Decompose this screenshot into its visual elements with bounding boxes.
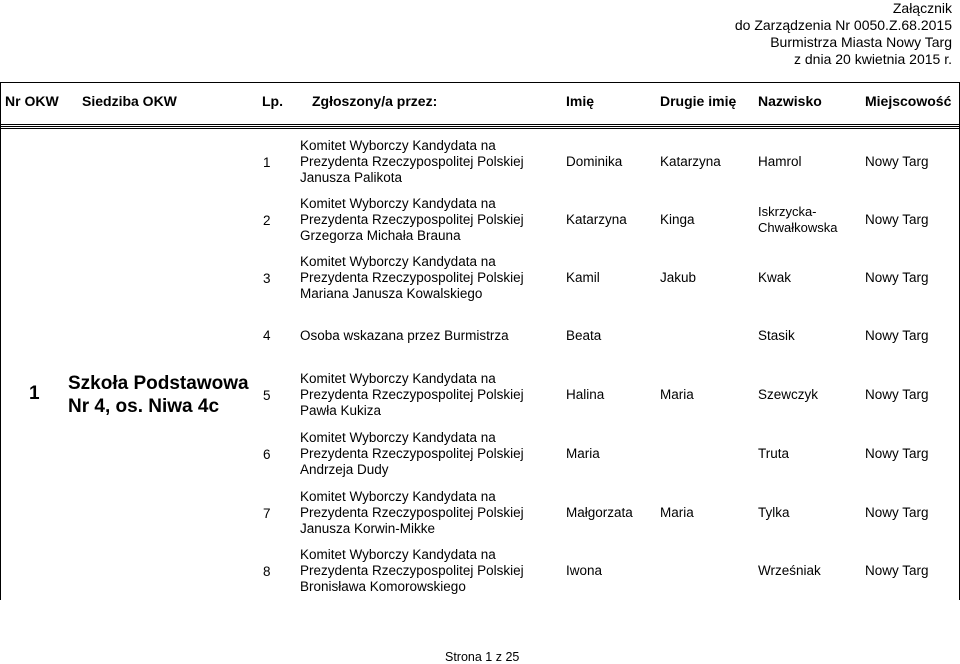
row-nazwisko: Hamrol	[758, 154, 802, 169]
row-by-line: Janusza Palikota	[300, 170, 403, 185]
row-lp: 1	[263, 155, 271, 170]
row-by-line: Pawła Kukiza	[300, 403, 382, 418]
row-miejscowosc: Nowy Targ	[865, 270, 929, 285]
row-miejscowosc: Nowy Targ	[865, 563, 929, 578]
row-lp: 4	[263, 328, 271, 343]
row-drugie-imie: Jakub	[660, 270, 697, 285]
attachment-line-3: Burmistrza Miasta Nowy Targ	[770, 34, 952, 50]
row-by-line: Komitet Wyborczy Kandydata na	[300, 489, 496, 504]
row-lp: 8	[263, 564, 271, 579]
row-lp: 6	[263, 447, 271, 462]
row-lp: 3	[263, 271, 271, 286]
col-nr-okw: Nr OKW	[5, 93, 59, 109]
header-divider-2	[0, 128, 960, 129]
row-by-line: Komitet Wyborczy Kandydata na	[300, 138, 496, 153]
row-imie: Iwona	[566, 563, 603, 578]
row-imie: Katarzyna	[566, 212, 627, 227]
row-imie: Małgorzata	[566, 505, 633, 520]
row-by-line: Prezydenta Rzeczypospolitej Polskiej	[300, 270, 524, 285]
row-by-line: Janusza Korwin-Mikke	[300, 521, 436, 536]
row-miejscowosc: Nowy Targ	[865, 505, 929, 520]
row-by-line: Osoba wskazana przez Burmistrza	[300, 328, 509, 343]
row-by-line: Mariana Janusza Kowalskiego	[300, 286, 483, 301]
row-by-line: Komitet Wyborczy Kandydata na	[300, 254, 496, 269]
row-drugie-imie: Maria	[660, 387, 694, 402]
row-nazwisko: Wrześniak	[758, 563, 821, 578]
okw-number: 1	[29, 383, 40, 404]
row-drugie-imie: Katarzyna	[660, 154, 721, 169]
row-miejscowosc: Nowy Targ	[865, 446, 929, 461]
col-lp: Lp.	[262, 93, 283, 109]
row-drugie-imie: Maria	[660, 505, 694, 520]
row-by-line: Prezydenta Rzeczypospolitej Polskiej	[300, 446, 524, 461]
row-imie: Kamil	[566, 270, 600, 285]
col-drugie-imie: Drugie imię	[660, 93, 737, 109]
attachment-line-4: z dnia 20 kwietnia 2015 r.	[794, 51, 952, 67]
row-drugie-imie: Kinga	[660, 212, 695, 227]
col-zgloszony: Zgłoszony/a przez:	[312, 93, 438, 109]
row-nazwisko: Stasik	[758, 328, 795, 343]
table-header	[0, 84, 960, 125]
col-imie: Imię	[566, 93, 595, 109]
row-by-line: Prezydenta Rzeczypospolitej Polskiej	[300, 387, 524, 402]
row-nazwisko: Chwałkowska	[758, 220, 838, 235]
col-nazwisko: Nazwisko	[758, 93, 822, 109]
row-imie: Maria	[566, 446, 600, 461]
okw-seat-line-2: Nr 4, os. Niwa 4c	[68, 396, 220, 417]
page-footer: Strona 1 z 25	[445, 650, 520, 664]
row-by-line: Prezydenta Rzeczypospolitej Polskiej	[300, 212, 524, 227]
attachment-line-2: do Zarządzenia Nr 0050.Z.68.2015	[734, 17, 952, 33]
okw-seat-line-1: Szkoła Podstawowa	[68, 373, 249, 394]
row-miejscowosc: Nowy Targ	[865, 212, 929, 227]
header-divider	[0, 126, 960, 127]
okw-seat	[68, 372, 249, 418]
row-imie: Dominika	[566, 154, 623, 169]
row-by-line: Komitet Wyborczy Kandydata na	[300, 547, 496, 562]
row-nazwisko: Iskrzycka-	[758, 204, 817, 219]
row-nazwisko: Kwak	[758, 270, 792, 285]
row-by-line: Andrzeja Dudy	[300, 462, 389, 477]
row-lp: 5	[263, 388, 271, 403]
row-by-line: Prezydenta Rzeczypospolitej Polskiej	[300, 505, 524, 520]
col-siedziba: Siedziba OKW	[82, 93, 177, 109]
attachment-header	[735, 0, 952, 68]
col-miejscowosc: Miejscowość	[865, 93, 952, 109]
row-by-line: Prezydenta Rzeczypospolitej Polskiej	[300, 154, 524, 169]
row-imie: Halina	[566, 387, 605, 402]
attachment-line-1: Załącznik	[892, 0, 952, 16]
row-miejscowosc: Nowy Targ	[865, 387, 929, 402]
row-nazwisko: Szewczyk	[758, 387, 819, 402]
row-miejscowosc: Nowy Targ	[865, 154, 929, 169]
row-miejscowosc: Nowy Targ	[865, 328, 929, 343]
row-nazwisko: Truta	[758, 446, 790, 461]
row-by-line: Komitet Wyborczy Kandydata na	[300, 371, 496, 386]
row-nazwisko: Tylka	[758, 505, 790, 520]
row-by-line: Bronisława Komorowskiego	[300, 579, 466, 594]
row-by-line: Grzegorza Michała Brauna	[300, 228, 461, 243]
row-imie: Beata	[566, 328, 602, 343]
row-by-line: Komitet Wyborczy Kandydata na	[300, 430, 496, 445]
row-lp: 2	[263, 213, 271, 228]
row-by-line: Komitet Wyborczy Kandydata na	[300, 196, 496, 211]
row-by-line: Prezydenta Rzeczypospolitej Polskiej	[300, 563, 524, 578]
row-lp: 7	[263, 506, 271, 521]
